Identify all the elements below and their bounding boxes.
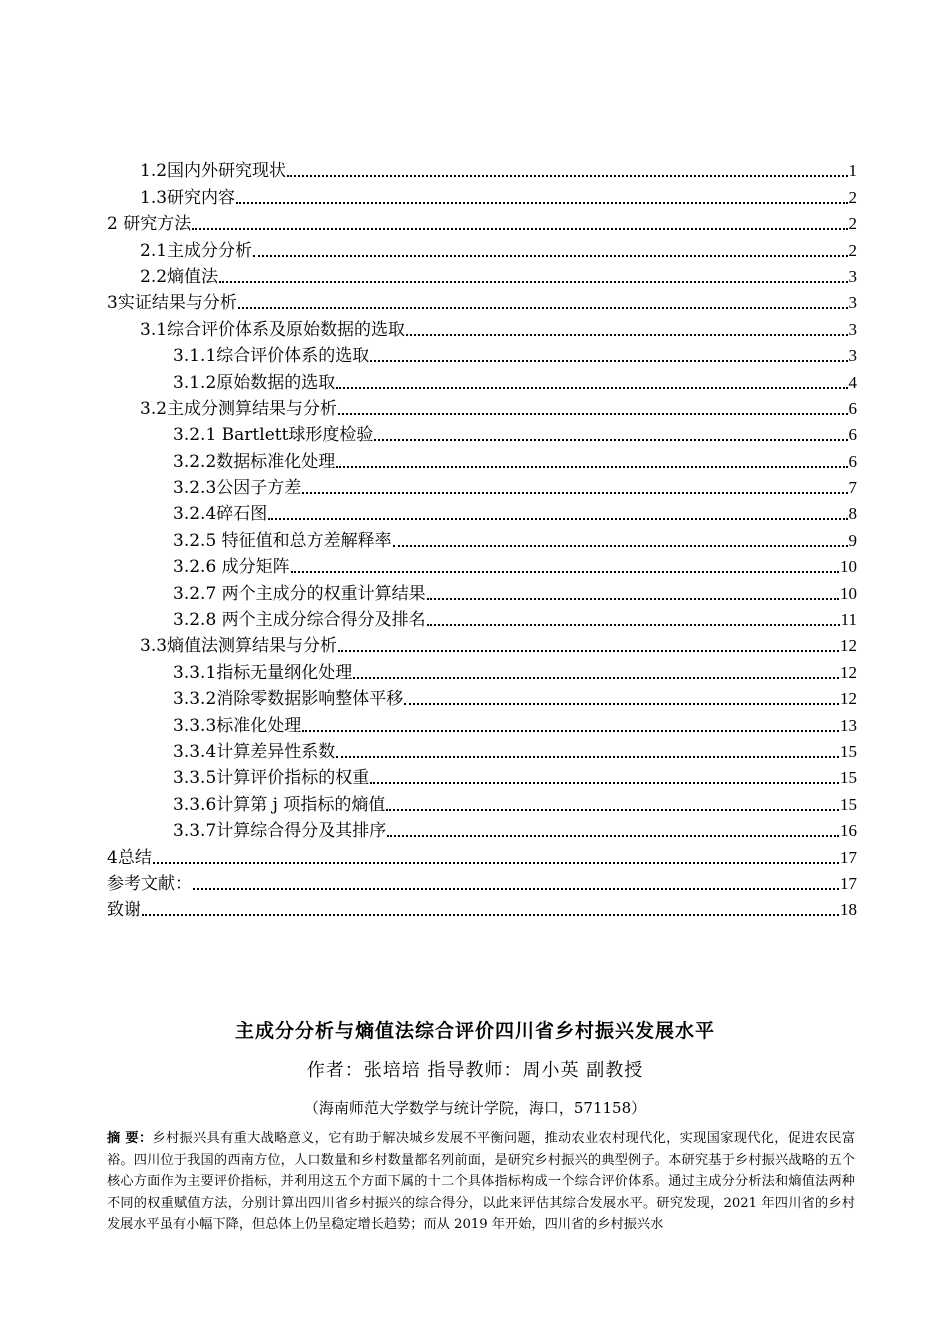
toc-entry[interactable] <box>107 895 857 921</box>
toc-entry-number: 2.1 <box>140 240 168 261</box>
toc-entry-number: 1.2 <box>140 161 168 182</box>
toc-entry-number: 3.2.2 <box>173 451 217 472</box>
toc-entry-title <box>173 583 426 605</box>
toc-entry-text: 计算第 j 项指标的熵值 <box>216 794 386 815</box>
toc-entry-title <box>140 319 405 341</box>
toc-entry-title <box>107 213 191 235</box>
toc-entry-title <box>173 715 301 737</box>
toc-entry[interactable] <box>107 869 857 895</box>
toc-page-number: 10 <box>840 557 857 577</box>
toc-entry-text: 数据标准化处理 <box>216 451 336 472</box>
toc-entry-number: 3.2.7 <box>173 583 217 604</box>
toc-entry-number: 3.3.2 <box>173 689 217 710</box>
toc-entry-number: 3.2.6 <box>173 557 217 578</box>
toc-entry[interactable] <box>107 578 857 604</box>
toc-entry[interactable] <box>107 473 857 499</box>
toc-entry-number: 3.3.7 <box>173 821 217 842</box>
toc-leader-dots <box>427 624 840 626</box>
toc-entry-number: 3.1.1 <box>173 346 217 367</box>
toc-page-number: 12 <box>840 662 857 682</box>
toc-leader-dots <box>370 360 847 362</box>
toc-leader-dots <box>338 650 839 652</box>
toc-entry-title <box>107 873 192 895</box>
toc-entry[interactable] <box>107 288 857 314</box>
toc-entry[interactable] <box>107 446 857 472</box>
toc-entry-number: 3.3.6 <box>173 794 217 815</box>
toc-entry-text: 公因子方差 <box>216 478 302 499</box>
toc-page-number: 12 <box>840 636 857 656</box>
toc-entry-title <box>173 820 386 842</box>
toc-entry-text: 研究内容 <box>167 187 236 208</box>
toc-leader-dots <box>338 413 847 415</box>
toc-leader-dots <box>302 492 847 494</box>
toc-entry-title <box>173 530 392 552</box>
toc-page-number: 4 <box>848 372 857 392</box>
toc-leader-dots <box>406 334 847 336</box>
toc-entry-text: 综合评价体系的选取 <box>216 346 370 367</box>
toc-entry-text: 两个主成分的权重计算结果 <box>216 583 426 604</box>
toc-leader-dots <box>353 677 839 679</box>
toc-leader-dots <box>404 703 839 705</box>
toc-entry-text: 参考文献： <box>107 873 192 894</box>
toc-leader-dots <box>427 598 839 600</box>
toc-entry-title <box>173 662 352 684</box>
toc-leader-dots <box>336 466 847 468</box>
abstract-text: 乡村振兴具有重大战略意义，它有助于解决城乡发展不平衡问题，推动农业农村现代化，实现国家现代化，促进农民富裕。四川位于我国的西南方位，人口数量和乡村数量都名列前面，是研究乡村振兴的典型例子。本研究基于乡村振兴战略的五个核心方面作为主要评价指标，并利用这五个方面下属的十二个具体指标构成一个综合评价体系。通过主成分分析法和熵值法两种不同的权重赋值方法，分别计算出四川省乡村振兴的综合得分，以此来评估其综合发展水平。研究发现，2021 年四川省的乡村发展水平虽有小幅下降，但总体上仍呈稳定增长趋势；而从 2019 年开始，四川省的乡村振兴水 <box>107 1131 856 1233</box>
toc-entry[interactable] <box>107 314 857 340</box>
toc-page-number: 17 <box>840 873 857 893</box>
toc-leader-dots <box>287 175 847 177</box>
toc-entry-text: 计算综合得分及其排序 <box>216 821 387 842</box>
abstract <box>107 1128 855 1236</box>
toc-entry-title <box>140 160 286 182</box>
toc-entry-text: 原始数据的选取 <box>216 372 336 393</box>
toc-entry[interactable] <box>107 710 857 736</box>
table-of-contents <box>107 156 857 921</box>
toc-entry-number: 3.2 <box>140 398 168 419</box>
toc-entry-title <box>173 767 369 789</box>
toc-page-number: 12 <box>840 689 857 709</box>
toc-entry[interactable] <box>107 182 857 208</box>
toc-entry-title <box>173 477 301 499</box>
toc-entry[interactable] <box>107 420 857 446</box>
toc-entry-title <box>173 609 426 631</box>
toc-page-number: 6 <box>848 398 857 418</box>
toc-entry-title <box>173 556 290 578</box>
toc-entry[interactable] <box>107 737 857 763</box>
toc-entry[interactable] <box>107 684 857 710</box>
toc-entry[interactable] <box>107 525 857 551</box>
toc-page-number: 17 <box>840 847 857 867</box>
toc-page-number: 6 <box>848 451 857 471</box>
toc-entry-title <box>173 424 373 446</box>
toc-entry-title <box>107 847 152 869</box>
toc-leader-dots <box>336 387 847 389</box>
toc-page-number: 1 <box>848 161 857 181</box>
toc-entry[interactable] <box>107 341 857 367</box>
toc-page-number: 10 <box>840 583 857 603</box>
toc-entry-title <box>173 503 267 525</box>
toc-entry-text: 主成分分析 <box>167 240 253 261</box>
toc-page-number: 15 <box>840 794 857 814</box>
toc-entry-text: 标准化处理 <box>216 715 302 736</box>
toc-entry-number: 4 <box>107 847 118 868</box>
toc-page-number: 3 <box>848 293 857 313</box>
toc-entry[interactable] <box>107 156 857 182</box>
toc-entry-text: 消除零数据影响整体平移 <box>216 689 404 710</box>
toc-leader-dots <box>142 914 839 916</box>
toc-entry-text: 特征值和总方差解释率 <box>216 530 392 551</box>
abstract-label: 摘 要： <box>107 1131 153 1146</box>
toc-leader-dots <box>238 307 848 309</box>
toc-page-number: 11 <box>840 610 857 630</box>
toc-entry-number: 3.2.4 <box>173 504 217 525</box>
toc-entry-text: 致谢 <box>107 900 141 921</box>
toc-entry[interactable] <box>107 763 857 789</box>
toc-entry-title <box>107 292 237 314</box>
toc-entry[interactable] <box>107 367 857 393</box>
toc-leader-dots <box>219 281 847 283</box>
toc-leader-dots <box>387 835 839 837</box>
toc-entry-text: 研究方法 <box>117 214 192 235</box>
toc-entry-title <box>140 240 252 262</box>
toc-page-number: 7 <box>848 478 857 498</box>
toc-entry-number: 3.3.1 <box>173 662 217 683</box>
toc-page-number: 15 <box>840 768 857 788</box>
toc-entry-text: 总结 <box>117 847 152 868</box>
toc-leader-dots <box>192 228 847 230</box>
toc-entry[interactable] <box>107 394 857 420</box>
toc-page-number: 16 <box>840 821 857 841</box>
toc-entry-number: 3.2.5 <box>173 530 217 551</box>
toc-entry-title <box>173 451 335 473</box>
toc-entry-title <box>173 345 369 367</box>
toc-entry-title <box>140 635 337 657</box>
toc-entry-number: 2.2 <box>140 266 168 287</box>
toc-entry[interactable] <box>107 262 857 288</box>
toc-page-number: 6 <box>848 425 857 445</box>
toc-entry-text: 碎石图 <box>216 504 268 525</box>
toc-entry[interactable] <box>107 552 857 578</box>
toc-entry-title <box>173 688 403 710</box>
toc-page-number: 3 <box>848 266 857 286</box>
toc-entry-title <box>107 899 141 921</box>
toc-page-number: 2 <box>848 214 857 234</box>
toc-entry-number: 3.3.3 <box>173 715 217 736</box>
toc-entry-title <box>173 794 385 816</box>
toc-entry-title <box>173 741 335 763</box>
toc-entry[interactable] <box>107 842 857 868</box>
toc-leader-dots <box>236 202 847 204</box>
toc-entry-text: 指标无量纲化处理 <box>216 662 353 683</box>
toc-entry-text: 主成分测算结果与分析 <box>167 398 338 419</box>
toc-page-number: 13 <box>840 715 857 735</box>
toc-leader-dots <box>370 782 839 784</box>
paper-title: 主成分分析与熵值法综合评价四川省乡村振兴发展水平 <box>234 1020 715 1042</box>
toc-entry-number: 3.2.3 <box>173 478 217 499</box>
toc-page-number: 8 <box>848 504 857 524</box>
toc-leader-dots <box>302 730 839 732</box>
toc-leader-dots <box>268 518 847 520</box>
toc-entry-number: 1.3 <box>140 187 168 208</box>
toc-entry[interactable] <box>107 816 857 842</box>
toc-page-number: 3 <box>848 319 857 339</box>
toc-entry-title <box>140 187 235 209</box>
toc-page-number: 18 <box>840 900 857 920</box>
toc-entry-number: 3.3 <box>140 636 168 657</box>
toc-entry-number: 2 <box>107 214 118 235</box>
toc-entry-number: 3.3.4 <box>173 741 217 762</box>
toc-entry[interactable] <box>107 789 857 815</box>
toc-entry-text: 两个主成分综合得分及排名 <box>216 610 426 631</box>
toc-entry-number: 3.2.8 <box>173 610 217 631</box>
toc-entry-title <box>140 266 218 288</box>
affiliation-line: （海南师范大学数学与统计学院，海口，571158） <box>303 1099 647 1117</box>
toc-leader-dots <box>386 809 839 811</box>
author-line: 作者：张培培 指导教师：周小英 副教授 <box>306 1060 644 1081</box>
toc-entry-number: 3 <box>107 293 118 314</box>
toc-entry[interactable] <box>107 631 857 657</box>
toc-leader-dots <box>193 888 839 890</box>
toc-leader-dots <box>336 756 839 758</box>
toc-entry[interactable] <box>107 235 857 261</box>
toc-leader-dots <box>253 255 847 257</box>
toc-entry-text: 计算差异性系数 <box>216 741 336 762</box>
toc-entry-text: 计算评价指标的权重 <box>216 768 370 789</box>
toc-entry-text: 成分矩阵 <box>216 557 290 578</box>
toc-entry-text: 综合评价体系及原始数据的选取 <box>167 319 406 340</box>
toc-leader-dots <box>153 862 839 864</box>
toc-leader-dots <box>393 545 848 547</box>
toc-entry-text: 实证结果与分析 <box>117 293 237 314</box>
toc-entry-text: 熵值法 <box>167 266 219 287</box>
toc-entry-text: 熵值法测算结果与分析 <box>167 636 338 657</box>
toc-page-number: 3 <box>848 346 857 366</box>
toc-entry[interactable] <box>107 499 857 525</box>
toc-page-number: 9 <box>848 530 857 550</box>
toc-entry-number: 3.2.1 <box>173 425 217 446</box>
toc-entry[interactable] <box>107 209 857 235</box>
toc-entry-text: 国内外研究现状 <box>167 161 287 182</box>
toc-entry-number: 3.1.2 <box>173 372 217 393</box>
toc-entry-title <box>140 398 337 420</box>
toc-page-number: 2 <box>848 187 857 207</box>
toc-entry-number: 3.3.5 <box>173 768 217 789</box>
toc-entry-title <box>173 372 335 394</box>
toc-entry[interactable] <box>107 605 857 631</box>
toc-leader-dots <box>291 571 839 573</box>
toc-page-number: 15 <box>840 741 857 761</box>
toc-leader-dots <box>374 439 847 441</box>
toc-entry-text: Bartlett球形度检验 <box>216 425 374 446</box>
toc-entry[interactable] <box>107 657 857 683</box>
toc-entry-number: 3.1 <box>140 319 168 340</box>
toc-page-number: 2 <box>848 240 857 260</box>
